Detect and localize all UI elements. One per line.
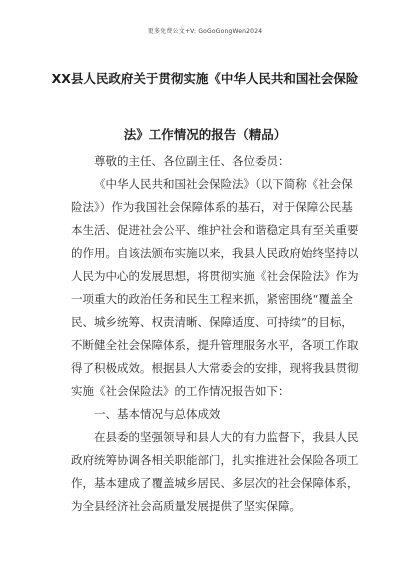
paragraph-line: 政府统筹协调各相关职能部门，扎实推进社会保险各项工 xyxy=(71,453,359,467)
paragraph-line: 为全县经济社会高质量发展提供了坚实保障。 xyxy=(71,499,301,513)
salutation: 尊敬的主任、各位副主任、各位委员： xyxy=(94,154,290,168)
document-title-line-1: XX县人民政府关于贯彻实施《中华人民共和国社会保险 xyxy=(51,71,359,86)
document-title-line-2: 法》工作情况的报告（精品） xyxy=(123,127,287,142)
paragraph-line: 人民为中心的发展思想，将贯彻实施《社会保险法》作为 xyxy=(71,269,359,283)
paragraph-line: 作，基本建成了覆盖城乡居民、多层次的社会保障体系， xyxy=(71,476,359,490)
paragraph-line: 险法》）作为我国社会保障体系的基石，对于保障公民基 xyxy=(71,200,353,214)
paragraph-line: 的作用。自该法颁布实施以来，我县人民政府始终坚持以 xyxy=(71,246,359,260)
paragraph-1 xyxy=(71,173,359,403)
paragraph-line: 一项重大的政治任务和民生工程来抓，紧密围绕“覆盖全 xyxy=(71,292,353,306)
section-heading-block xyxy=(71,403,346,426)
paragraph-line: 在县委的坚强领导和县人大的有力监督下，我县人民 xyxy=(94,430,359,444)
paragraph-line: 实施《社会保险法》的工作情况报告如下： xyxy=(71,384,290,398)
section-heading: 一、基本情况与总体成效 xyxy=(94,407,221,421)
paragraph-line: 得了积极成效。根据县人大常委会的安排，现将我县贯彻 xyxy=(71,361,359,375)
header-note: 更多免费公文+V: GoGoGongWen2024 xyxy=(147,28,263,35)
paragraph-2 xyxy=(71,426,359,518)
paragraph-line: 本生活、促进社会公平、维护社会和谐稳定具有至关重要 xyxy=(71,223,359,237)
salutation-block xyxy=(71,150,346,173)
paragraph-line: 《中华人民共和国社会保险法》（以下简称《社会保 xyxy=(94,177,353,191)
paragraph-line: 不断健全社会保障体系，提升管理服务水平，各项工作取 xyxy=(71,338,359,352)
paragraph-line: 民、城乡统筹、权责清晰、保障适度、可持续”的目标， xyxy=(71,315,353,329)
